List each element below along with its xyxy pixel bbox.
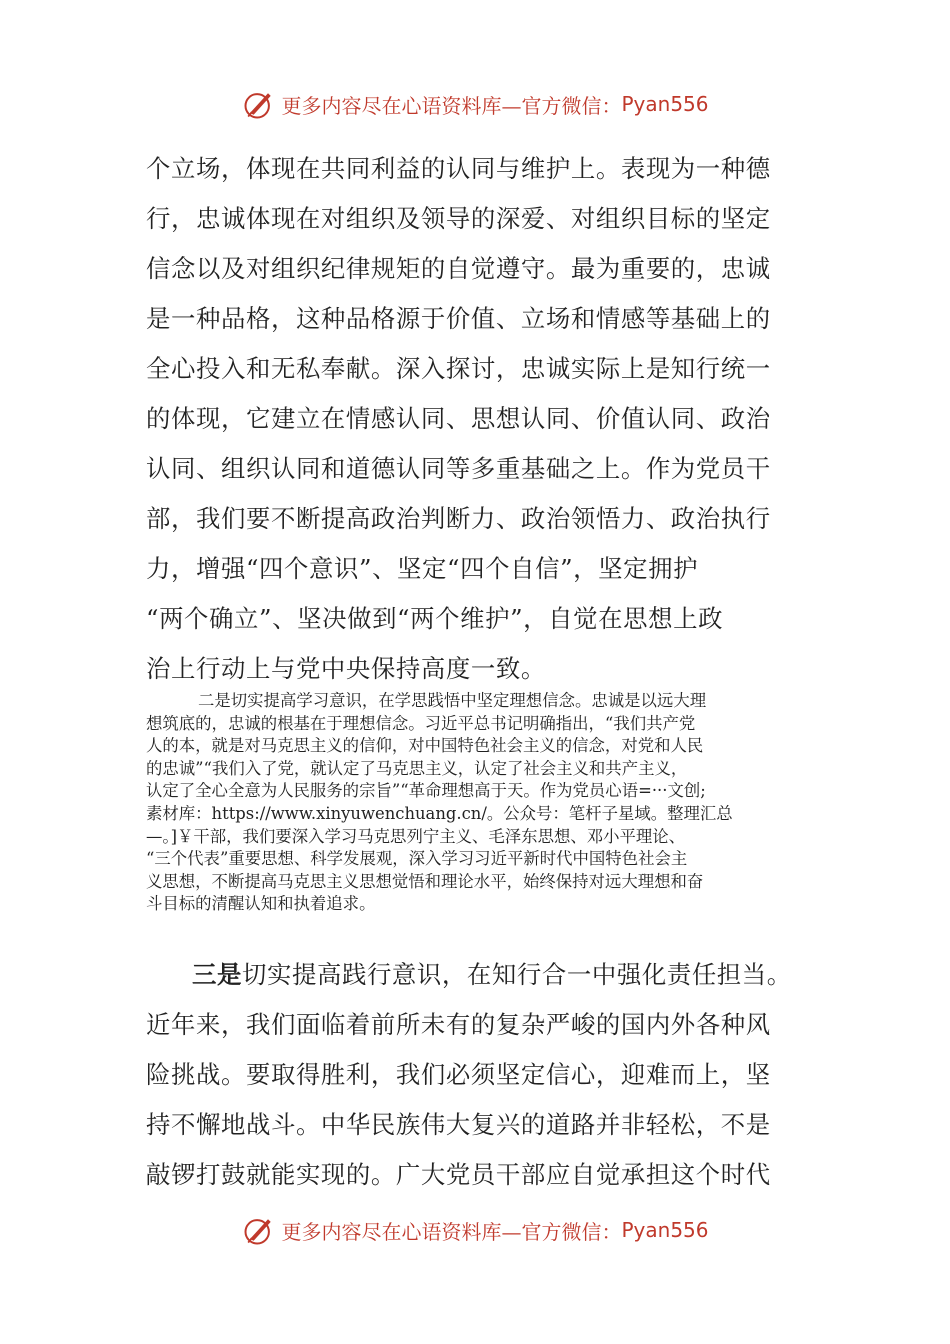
text-line: 二是切实提高学习意识，在学思践悟中坚定理想信念。忠诚是以远大理 xyxy=(198,691,707,710)
text-line: 的忠诚”“我们入了党，就认定了马克思主义，认定了社会主义和共产主义， xyxy=(146,758,688,778)
banner-handle: Pyan556 xyxy=(621,1218,709,1242)
text-line: 个立场，体现在共同利益的认同与维护上。表现为一种德 xyxy=(146,154,771,183)
text-line: 敲锣打鼓就能实现的。广大党员干部应自觉承担这个时代 xyxy=(146,1160,771,1189)
text-line: 素材库：https://www.xinyuwenchuang.cn/。公众号：笔杆子星域。整理汇总 xyxy=(146,803,733,823)
text-line: “三个代表”重要思想、科学发展观，深入学习习近平新时代中国特色社会主 xyxy=(146,849,688,869)
text-line: 认定了全心全意为人民服务的宗旨”“革命理想高于天。作为党员心语=···文创; xyxy=(146,781,706,801)
text-line: —。]￥干部，我们要深入学习马克思列宁主义、毛泽东思想、邓小平理论、 xyxy=(146,826,686,846)
quill-pen-icon xyxy=(241,86,277,122)
footer-banner xyxy=(0,1210,950,1250)
text-line: 全心投入和无私奉献。深入探讨，忠诚实际上是知行统一 xyxy=(146,354,771,383)
text-line: 斗目标的清醒认知和执着追求。 xyxy=(146,894,376,914)
text-line: “两个确立”、坚决做到“两个维护”，自觉在思想上政 xyxy=(146,604,724,633)
text-line: 人的本，就是对马克思主义的信仰，对中国特色社会主义的信念，对党和人民 xyxy=(146,736,704,756)
paragraph-loyalty xyxy=(146,144,796,694)
header-banner xyxy=(0,84,950,124)
text-line: 近年来，我们面临着前所未有的复杂严峻的国内外各种风 xyxy=(146,1010,771,1039)
text-line: 力，增强“四个意识”、坚定“四个自信”，坚定拥护 xyxy=(146,554,699,583)
text-line: 想筑底的，忠诚的根基在于理想信念。习近平总书记明确指出，“我们共产党 xyxy=(146,713,696,733)
text-line: 信念以及对组织纪律规矩的自觉遵守。最为重要的，忠诚 xyxy=(146,254,771,283)
text-line: 持不懈地战斗。中华民族伟大复兴的道路并非轻松，不是 xyxy=(146,1110,771,1139)
text-line: 治上行动上与党中央保持高度一致。 xyxy=(146,654,546,683)
banner-handle: Pyan556 xyxy=(621,92,709,116)
section-lead: 三是 xyxy=(192,960,242,989)
text-line: 认同、组织认同和道德认同等多重基础之上。作为党员干 xyxy=(146,454,771,483)
banner-text: 更多内容尽在心语资料库—官方微信： xyxy=(281,1219,622,1244)
banner-text: 更多内容尽在心语资料库—官方微信： xyxy=(281,93,622,118)
text-line xyxy=(146,950,796,1000)
text-line: 是一种品格，这种品格源于价值、立场和情感等基础上的 xyxy=(146,304,771,333)
text-line: 行，忠诚体现在对组织及领导的深爱、对组织目标的坚定 xyxy=(146,204,771,233)
text-line: 义思想，不断提高马克思主义思想觉悟和理论水平，始终保持对远大理想和奋 xyxy=(146,871,704,891)
text-line: 险挑战。要取得胜利，我们必须坚定信心，迎难而上，坚 xyxy=(146,1060,771,1089)
text-line: 部，我们要不断提高政治判断力、政治领悟力、政治执行 xyxy=(146,504,771,533)
paragraph-practice xyxy=(146,950,796,1200)
paragraph-study xyxy=(146,690,806,916)
text-line: 的体现，它建立在情感认同、思想认同、价值认同、政治 xyxy=(146,404,771,433)
quill-pen-icon xyxy=(241,1212,277,1248)
section-heading-rest: 切实提高践行意识，在知行合一中强化责任担当。 xyxy=(241,960,792,989)
